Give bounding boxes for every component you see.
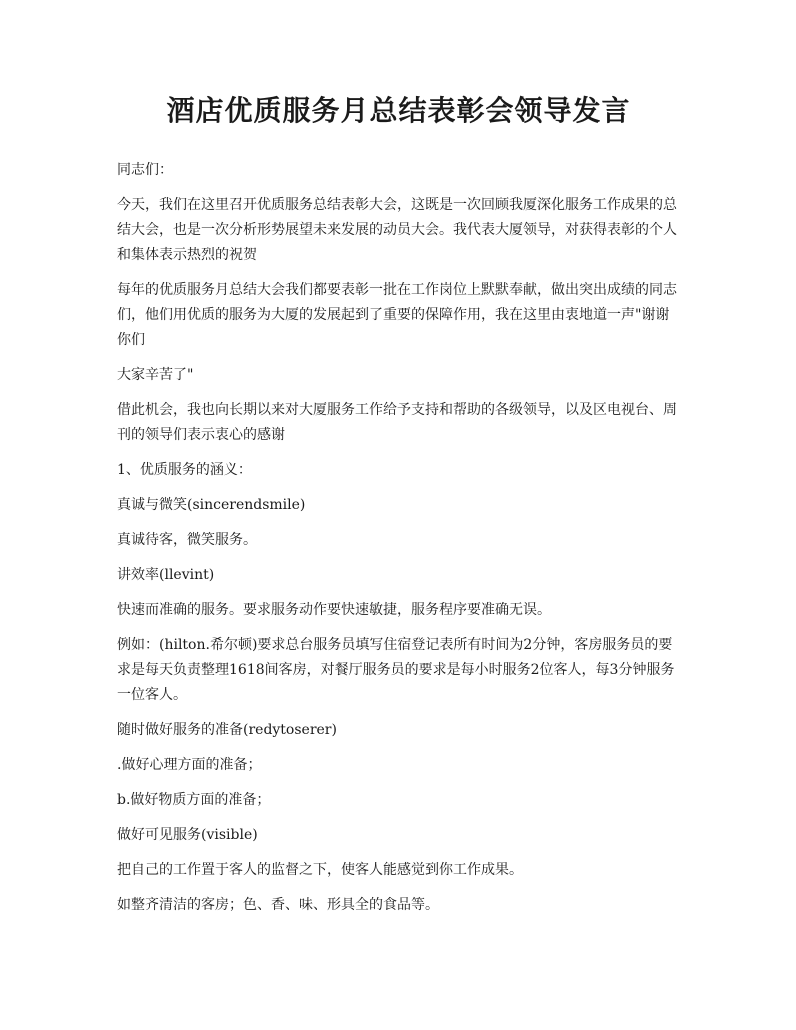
paragraph-sincerity-smile: 真诚与微笑(sincerendsmile) [117,497,306,513]
paragraph-thanks-continued: 大家辛苦了" [117,367,194,383]
paragraph-sincere-service: 真诚待客，微笑服务。 [117,532,257,548]
paragraph-customer-supervision: 把自己的工作置于客人的监督之下，使客人能感觉到你工作成果。 [117,862,523,878]
paragraph-acknowledgement: 借此机会，我也向长期以来对大厦服务工作给予支持和帮助的各级领导，以及区电视台、周刊的领导们表示衷心的感谢 [117,402,677,443]
section-heading-quality-service: 1、优质服务的涵义： [117,462,252,478]
paragraph-salutation: 同志们： [117,162,173,178]
paragraph-material-preparation: b.做好物质方面的准备； [117,792,271,808]
paragraph-efficiency: 讲效率(llevint) [117,567,215,583]
paragraph-hilton-example: 例如：(hilton.希尔顿)要求总台服务员填写住宿登记表所有时间为2分钟，客房服务员的要求是每天负责整理1618间客房，对餐厅服务员的要求是每小时服务2位客人，每3分钟服务一位客人。 [117,637,675,703]
paragraph-commendation: 每年的优质服务月总结大会我们都要表彰一批在工作岗位上默默奉献，做出突出成绩的同志们，他们用优质的服务为大厦的发展起到了重要的保障作用，我在这里由衷地道一声"谢谢你们 [117,282,677,348]
document-title: 酒店优质服务月总结表彰会领导发言 [166,94,631,127]
paragraph-examples: 如整齐清洁的客房；色、香、味、形具全的食品等。 [117,897,439,913]
paragraph-ready-to-serve: 随时做好服务的准备(redytoserer) [117,722,337,738]
paragraph-opening: 今天，我们在这里召开优质服务总结表彰大会，这既是一次回顾我厦深化服务工作成果的总结大会，也是一次分析形势展望未来发展的动员大会。我代表大厦领导，对获得表彰的个人和集体表示热烈的祝贺 [117,197,677,263]
paragraph-fast-accurate: 快速而准确的服务。要求服务动作要快速敏捷，服务程序要准确无误。 [117,602,551,618]
paragraph-visible-service: 做好可见服务(visible) [117,827,258,843]
paragraph-mental-preparation: .做好心理方面的准备； [117,757,262,773]
